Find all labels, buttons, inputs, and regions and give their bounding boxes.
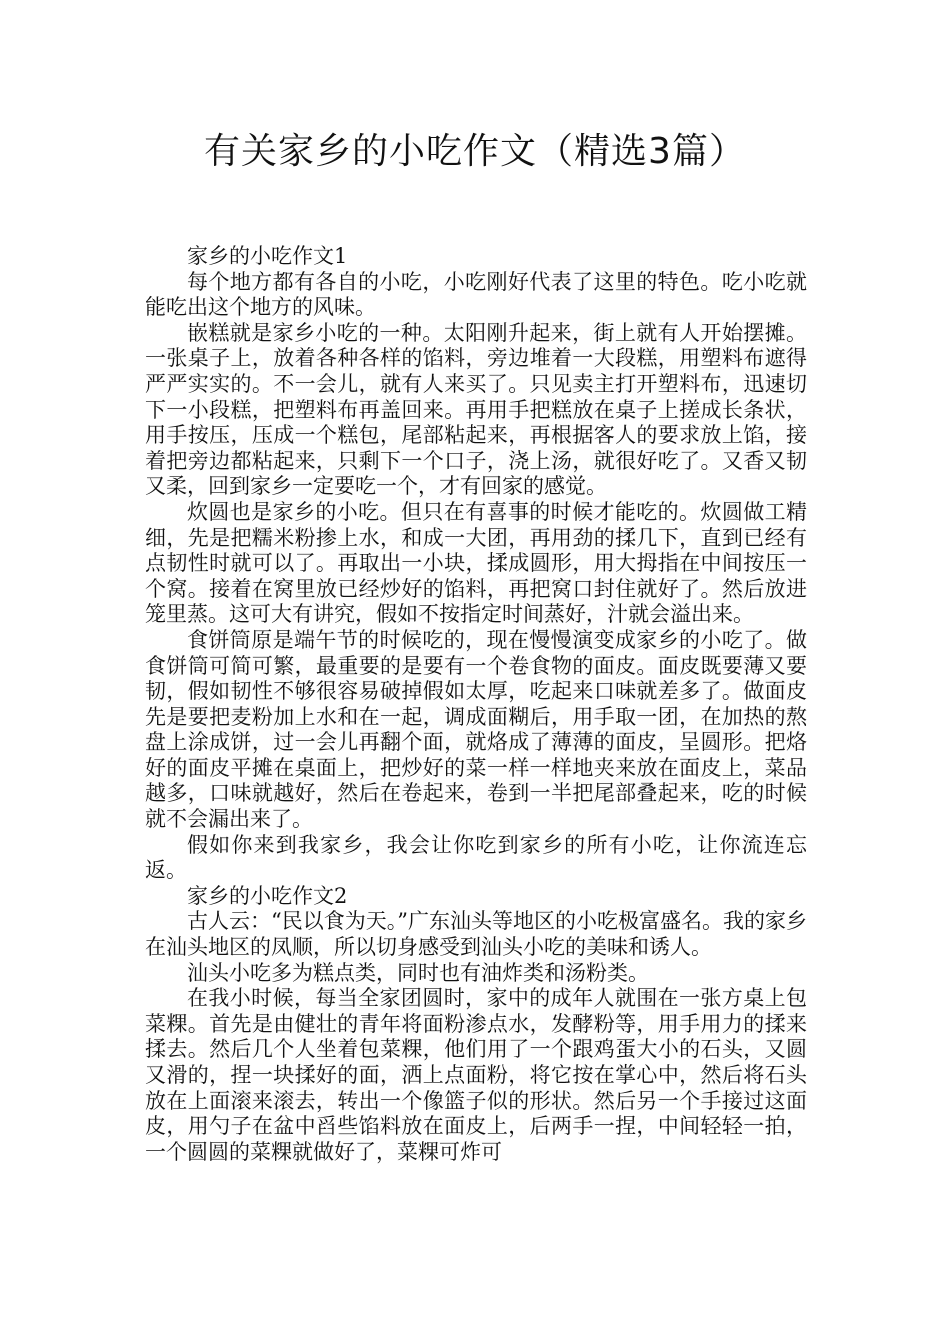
section-heading: 家乡的小吃作文1 <box>187 244 348 268</box>
document-body <box>145 244 807 1165</box>
paragraph: 炊圆也是家乡的小吃。但只在有喜事的时候才能吃的。炊圆做工精细，先是把糯米粉掺上水，和成一大团，再用劲的揉几下，直到已经有点韧性时就可以了。再取出一小块，揉成圆形，用大拇指在中间按压一个窝。接着在窝里放已经炒好的馅料，再把窝口封住就好了。然后放进笼里蒸。这可大有讲究，假如不按指定时间蒸好，汁就会溢出来。 <box>145 499 807 627</box>
paragraph: 在我小时候，每当全家团圆时，家中的成年人就围在一张方桌上包菜粿。首先是由健壮的青年将面粉渗点水，发酵粉等，用手用力的揉来揉去。然后几个人坐着包菜粿，他们用了一个跟鸡蛋大小的石头，又圆又滑的，捏一块揉好的面，洒上点面粉，将它按在掌心中，然后将石头放在上面滚来滚去，转出一个像篮子似的形状。然后另一个手接过这面皮，用勺子在盆中舀些馅料放在面皮上，后两手一捏，中间轻轻一拍，一个圆圆的菜粿就做好了，菜粿可炸可 <box>145 986 807 1164</box>
paragraph: 食饼筒原是端午节的时候吃的，现在慢慢演变成家乡的小吃了。做食饼筒可简可繁，最重要的是要有一个卷食物的面皮。面皮既要薄又要韧，假如韧性不够很容易破掉假如太厚，吃起来口味就差多了。做面皮先是要把麦粉加上水和在一起，调成面糊后，用手取一团，在加热的熬盘上涂成饼，过一会儿再翻个面，就烙成了薄薄的面皮，呈圆形。把烙好的面皮平摊在桌面上，把炒好的菜一样一样地夹来放在面皮上，菜品越多，口味就越好，然后在卷起来，卷到一半把尾部叠起来，吃的时候就不会漏出来了。 <box>145 627 807 832</box>
paragraph: 假如你来到我家乡，我会让你吃到家乡的所有小吃，让你流连忘返。 <box>145 832 807 883</box>
document-title: 有关家乡的小吃作文（精选3篇） <box>204 131 746 172</box>
paragraph: 汕头小吃多为糕点类，同时也有油炸类和汤粉类。 <box>187 960 649 985</box>
paragraph: 每个地方都有各自的小吃，小吃刚好代表了这里的特色。吃小吃就能吃出这个地方的风味。 <box>145 269 807 320</box>
paragraph: 古人云：“民以食为天。”广东汕头等地区的小吃极富盛名。我的家乡在汕头地区的凤顺，所以切身感受到汕头小吃的美味和诱人。 <box>145 909 807 960</box>
paragraph: 嵌糕就是家乡小吃的一种。太阳刚升起来，街上就有人开始摆摊。一张桌子上，放着各种各样的馅料，旁边堆着一大段糕，用塑料布遮得严严实实的。不一会儿，就有人来买了。只见卖主打开塑料布，迅速切下一小段糕，把塑料布再盖回来。再用手把糕放在桌子上搓成长条状，用手按压，压成一个糕包，尾部粘起来，再根据客人的要求放上馅，接着把旁边都粘起来，只剩下一个口子，浇上汤，就很好吃了。又香又韧又柔，回到家乡一定要吃一个，才有回家的感觉。 <box>145 320 807 499</box>
section-heading: 家乡的小吃作文2 <box>187 883 348 908</box>
